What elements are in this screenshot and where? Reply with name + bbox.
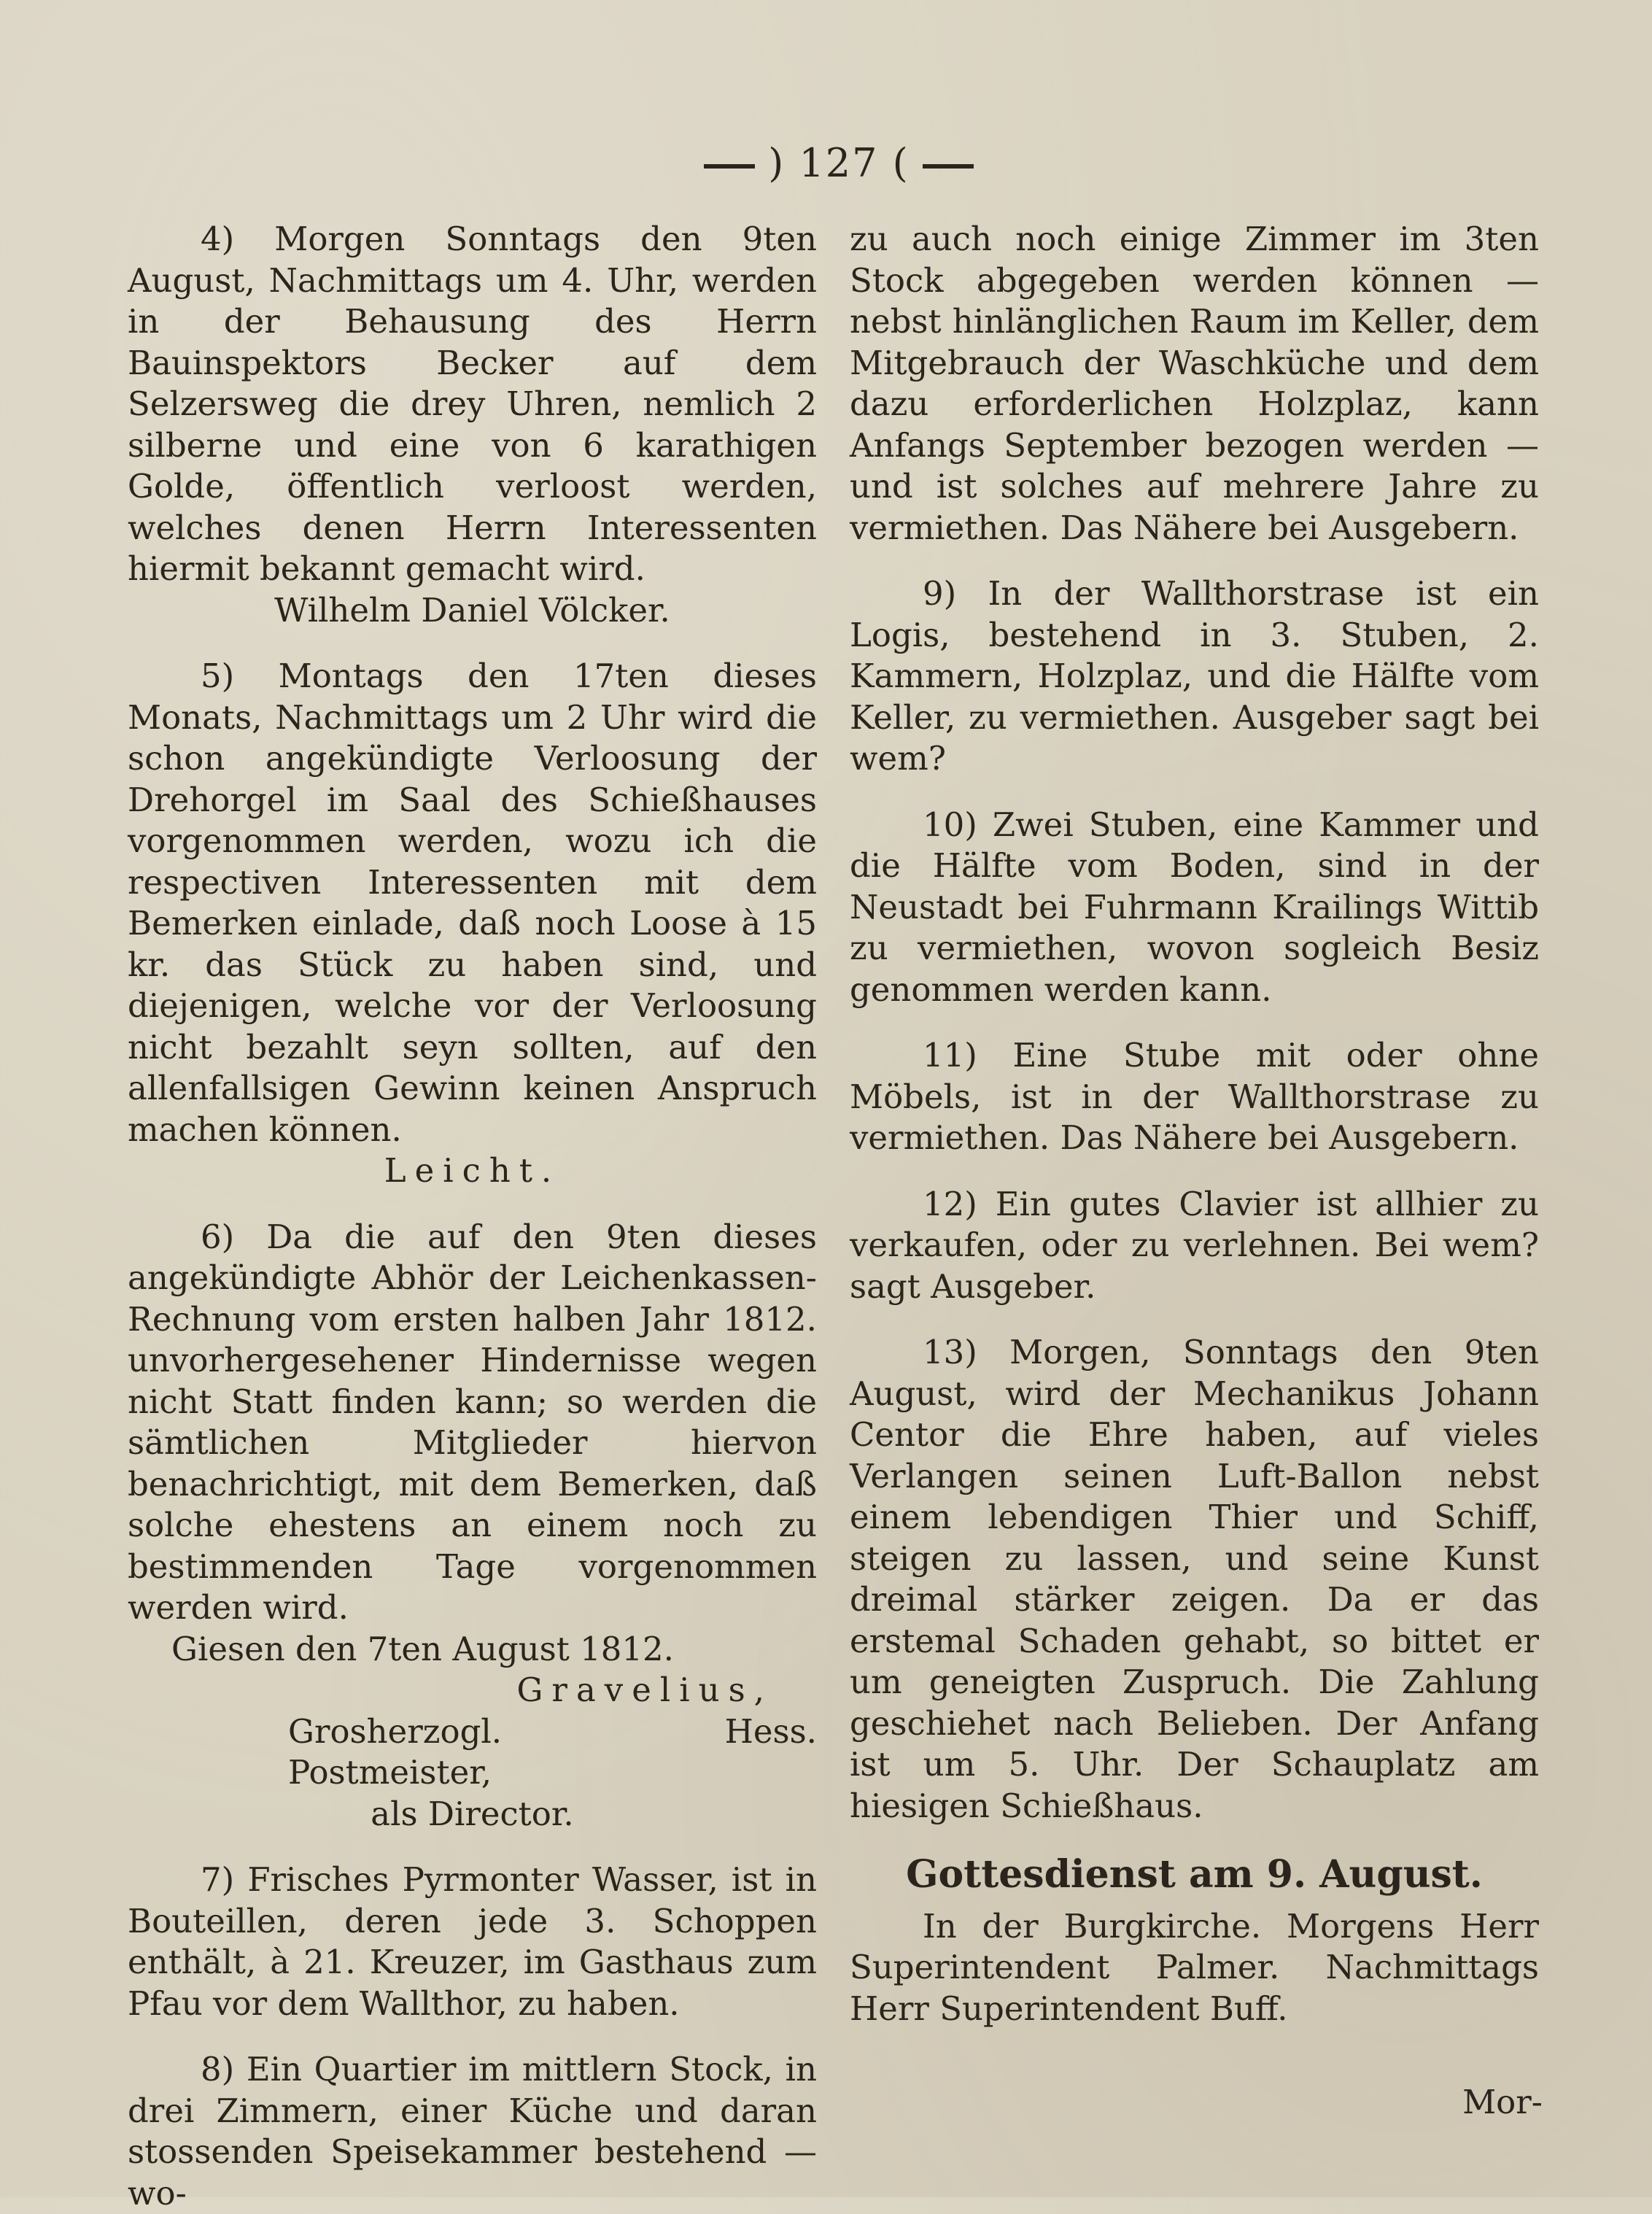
header-rule-left [704, 164, 755, 169]
right-column [850, 219, 1539, 2029]
notice-6-place-date: Giesen den 7ten August 1812. [171, 1629, 674, 1668]
notice-13: 13) Morgen, Sonntags den 9ten August, wird der Mechanikus Johann Centor die Ehre haben, auf vieles Verlangen seinen Luft-Ballon nebst einem lebendigen Thier und Schiff, steigen zu lassen, und seine Kunst dreimal stärker zeigen. Da er das erstemal Schaden gehabt, so bittet er um geneigten Zuspruch. Die Zahlung geschiehet nach Belieben. Der Anfang ist um 5. Uhr. Der Schauplatz am hiesigen Schießhaus. [850, 1333, 1539, 1825]
catchword: Mor- [1462, 2083, 1543, 2121]
notice-7: 7) Frisches Pyrmonter Wasser, ist in Bouteillen, deren jede 3. Schoppen enthält, à 21. Kreuzer, im Gasthaus zum Pfau vor dem Wallthor, zu haben. [128, 1860, 817, 2023]
notice-6-signature-title: Grosherzogl. Hess. Postmeister, [288, 1711, 817, 1792]
notice-6: 6) Da die auf den 9ten dieses angekündigte Abhör der Leichenkassen-Rechnung vom ersten halben Jahr 1812. unvorhergesehener Hindernisse wegen nicht Statt finden kann; so werden die sämtlichen Mitglieder hiervon benachrichtigt, mit dem Bemerken, daß solche ehestens an einem noch zu bestimmenden Tage vorgenommen werden wird. [128, 1217, 817, 1627]
notice-8-continued: zu auch noch einige Zimmer im 3ten Stock abgegeben werden können — nebst hinlänglichen Raum im Keller, dem Mitgebrauch der Waschküche und dem dazu erforderlichen Holzplaz, kann Anfangs September bezogen werden — und ist solches auf mehrere Jahre zu vermiethen. Das Nähere bei Ausgebern. [850, 220, 1539, 547]
notice-5-signature: Leicht. [384, 1151, 561, 1190]
page-number [686, 140, 992, 191]
notice-9: 9) In der Wallthorstrase ist ein Logis, bestehend in 3. Stuben, 2. Kammern, Holzplaz, und die Hälfte vom Keller, zu vermiethen. Ausgeber sagt bei wem? [850, 574, 1539, 778]
notice-4-signature: Wilhelm Daniel Völcker. [274, 590, 670, 630]
church-service: In der Burgkirche. Morgens Herr Superintendent Palmer. Nachmittags Herr Superintendent Buff. [850, 1906, 1539, 2028]
header-rule-right [923, 164, 974, 169]
notice-5: 5) Montags den 17ten dieses Monats, Nachmittags um 2 Uhr wird die schon angekündigte Verloosung der Drehorgel im Saal des Schießhauses vorgenommen werden, wozu ich die respectiven Interessenten mit dem Bemerken einlade, daß noch Loose à 15 kr. das Stück zu haben sind, und diejenigen, welche vor der Verloosung nicht bezahlt seyn sollten, auf den allenfallsigen Gewinn keinen Anspruch machen können. [128, 657, 817, 1149]
section-heading: Gottesdienst am 9. August. [906, 1852, 1483, 1897]
notice-10: 10) Zwei Stuben, eine Kammer und die Hälfte vom Boden, sind in der Neustadt bei Fuhrmann Krailings Wittib zu vermiethen, wovon sogleich Besiz genommen werden kann. [850, 805, 1539, 1009]
left-column [128, 219, 817, 2214]
notice-11: 11) Eine Stube mit oder ohne Möbels, ist in der Wallthorstrase zu vermiethen. Das Nähere bei Ausgebern. [850, 1036, 1539, 1157]
notice-8: 8) Ein Quartier im mittlern Stock, in drei Zimmern, einer Küche und daran stossenden Speisekammer bestehend — wo- [128, 2050, 817, 2213]
notice-6-signature-name: Gravelius, [516, 1671, 773, 1709]
page-number-text: ) 127 ( [768, 140, 910, 186]
notice-6-signature-role: als Director. [371, 1794, 574, 1833]
notice-4: 4) Morgen Sonntags den 9ten August, Nachmittags um 4. Uhr, werden in der Behausung des Herrn Bauinspektors Becker auf dem Selzersweg die drey Uhren, nemlich 2 silberne und eine von 6 karathigen Golde, öffentlich verloost werden, welches denen Herrn Interessenten hiermit bekannt gemacht wird. [128, 220, 817, 588]
notice-12: 12) Ein gutes Clavier ist allhier zu verkaufen, oder zu verlehnen. Bei wem? sagt Ausgeber. [850, 1184, 1539, 1306]
